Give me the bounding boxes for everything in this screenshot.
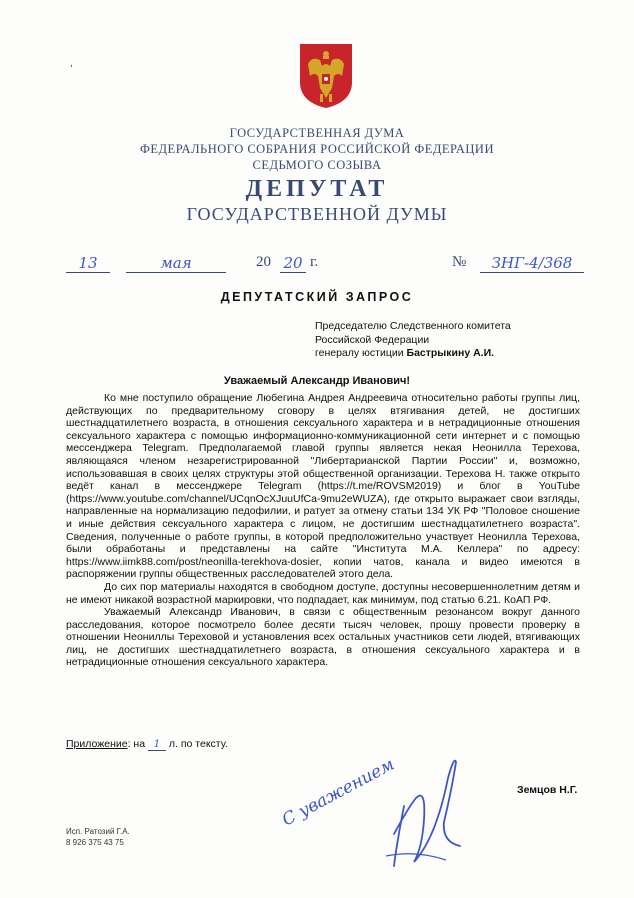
signer-name: Земцов Н.Г. <box>517 784 578 796</box>
executor-phone: 8 926 375 43 75 <box>66 838 124 847</box>
greeting: Уважаемый Александр Иванович! <box>223 375 411 387</box>
date-day: 13 <box>66 254 110 273</box>
addressee-name: Бастрыкину А.И. <box>406 347 495 359</box>
executor-name: Исп. Ратозий Г.А. <box>66 827 130 836</box>
speck-mark: , <box>70 58 73 69</box>
attachment-prefix: : на <box>127 738 148 750</box>
date-number-line <box>62 254 582 280</box>
header-deputy-subtitle: ГОСУДАРСТВЕННОЙ ДУМЫ <box>186 204 448 224</box>
body-paragraph: Уважаемый Александр Иванович, в связи с общественным резонансом вокруг данного расследования, которое посмотрело более десяти тысяч человек, прошу провести проверку в отношении Неониллы Тереховой и установления всех остальных участников сети людей, втягивающих лиц, не достигших шестнадцатилетнего возраста, в отношения сексуального характера и в нетрадиционные отношения сексуального характера. <box>66 606 580 669</box>
attachment-label: Приложение <box>66 738 128 750</box>
body-paragraph: До сих пор материалы находятся в свободном доступе, доступны несовершеннолетним детям и не имеют никакой возрастной маркировки, что подпадает, как минимум, под статью 6.21. КоАП РФ. <box>66 580 580 606</box>
date-year-prefix: 20 <box>256 254 271 270</box>
document-title: ДЕПУТАТСКИЙ ЗАПРОС <box>220 290 414 304</box>
attachment-line <box>66 738 228 751</box>
handwritten-signature <box>276 738 476 878</box>
document-number: ЗНГ-4/368 <box>480 254 584 273</box>
addressee-rank: генералу юстиции <box>315 347 407 359</box>
addressee-line: Российской Федерации <box>315 333 430 346</box>
header-line-convocation: СЕДЬМОГО СОЗЫВА <box>252 158 382 172</box>
addressee-line: Председателю Следственного комитета <box>315 320 511 332</box>
attachment-count: 1 <box>148 738 166 751</box>
date-month: мая <box>126 254 226 273</box>
date-year-suffix: 20 <box>280 254 306 273</box>
addressee-block <box>315 320 511 361</box>
signature-note: С уважением <box>278 754 398 831</box>
addressee-line <box>315 347 511 361</box>
header-deputy-title: ДЕПУТАТ <box>245 176 389 202</box>
attachment-suffix: л. по тексту. <box>165 738 228 750</box>
letter-body <box>66 392 580 669</box>
body-paragraph: Ко мне поступило обращение Любегина Андрея Андреевича относительно работы группы лиц, действующих по предварительному сговору в целях втягивания детей, не достигших шестнадцатилетнего возраста, в отношения сексуального характера и в нетрадиционные отношения сексуального характера с помощью информационно-коммуникационной сети интернет и с помощью мессенджера Telegram. Предполагаемой главой группы является некая Неонилла Терехова, являющаяся членом незарегистрированной "Либертарианской Партии России" и, возможно, использовавшая в своих целях структуры этой общественной организации. Терехова Н. также открыто ведёт канал в мессенджере Telegram (https://t.me/ROVSM2019) и блог в YouTube (https://www.youtube.com/channel/UCqnOcXJuuUfCa-9mu2eWUZA), где открыто выражает свои взгляды, направленные на нормализацию педофилии, и ратует за отмену статьи 134 УК РФ "Половое сношение и иные действия сексуального характера с лицом, не достигшим шестнадцатилетнего возраста". Сведения, полученные о работе группы, в которой предположительно участвует Неонилла Терехова, были обработаны и представлены на сайте "Института М.А. Келлера" по адресу: https://www.iimk88.com/post/neonilla-terekhova-dosier, копии чатов, канала и видео имеются в распоряжении группы общественных расследователей этого дела. <box>66 392 580 581</box>
executor-block <box>66 826 130 848</box>
number-label: № <box>452 254 467 270</box>
date-year-unit: г. <box>310 254 319 270</box>
header-line-assembly: ФЕДЕРАЛЬНОГО СОБРАНИЯ РОССИЙСКОЙ ФЕДЕРАЦИИ <box>140 142 494 156</box>
header-line-duma: ГОСУДАРСТВЕННАЯ ДУМА <box>229 126 405 140</box>
russian-coat-of-arms-icon <box>298 42 354 110</box>
